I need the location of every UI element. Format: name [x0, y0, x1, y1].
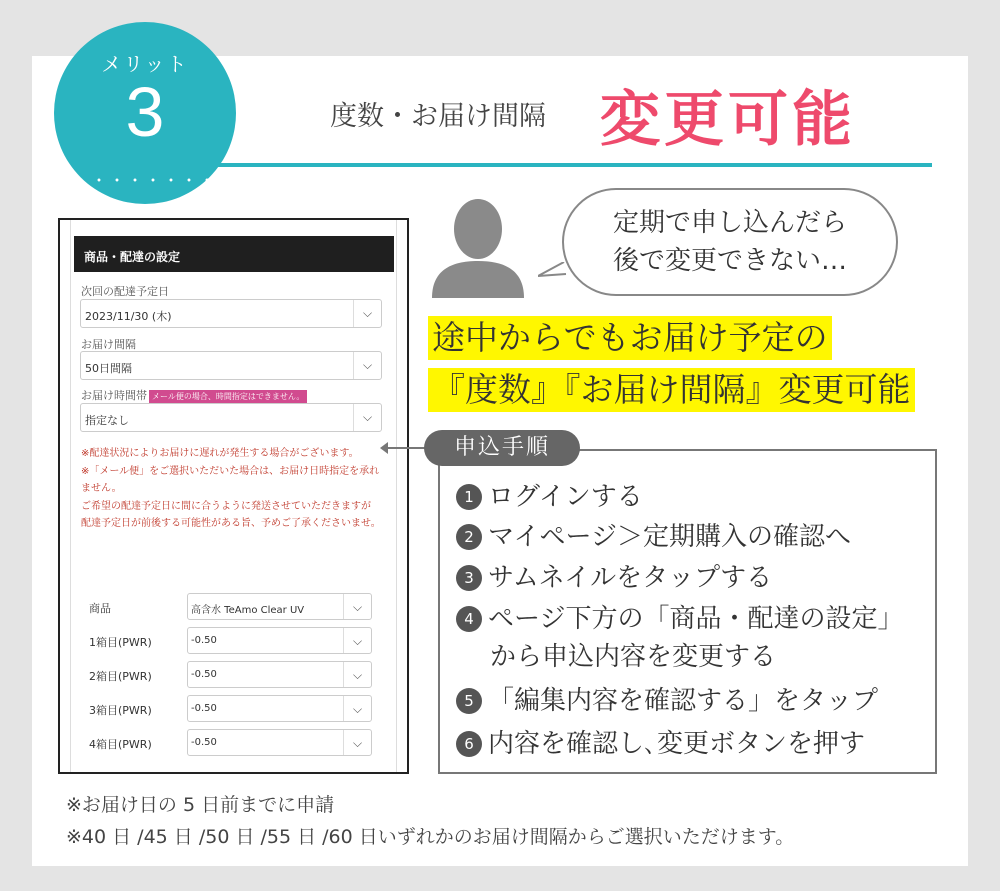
- speech-bubble: [562, 188, 898, 296]
- next-delivery-label: 次回の配達予定日: [81, 285, 169, 298]
- step-item: [456, 557, 772, 594]
- interval-label: お届け間隔: [81, 338, 136, 351]
- step-number: 1: [456, 484, 482, 510]
- chevron-down-icon: ⌵: [353, 300, 381, 327]
- interval-value: 50日間隔: [85, 362, 132, 375]
- title-divider: [214, 163, 932, 167]
- step-number: 3: [456, 565, 482, 591]
- warning-line: ご希望の配達予定日に間に合うように発送させていただきますが: [81, 500, 371, 512]
- product-select[interactable]: [187, 593, 372, 620]
- chevron-down-icon: ⌵: [343, 696, 371, 721]
- box1-value: -0.50: [191, 635, 217, 646]
- phone-screenshot: [58, 218, 409, 774]
- settings-header: 商品・配達の設定: [74, 236, 394, 272]
- bubble-line-2: 後で変更できない…: [612, 246, 847, 276]
- title-subtitle: 度数・お届け間隔: [330, 101, 546, 132]
- step-item: [456, 598, 903, 635]
- box2-label: 2箱目(PWR): [89, 670, 152, 683]
- product-label: 商品: [89, 602, 111, 615]
- steps-tag: 申込手順: [424, 430, 580, 466]
- box1-label: 1箱目(PWR): [89, 636, 152, 649]
- bubble-line-1: 定期で申し込んだら: [612, 208, 847, 238]
- step-text: 内容を確認し､変更ボタンを押す: [488, 729, 866, 759]
- box4-power-select[interactable]: [187, 729, 372, 756]
- chevron-down-icon: ⌵: [353, 352, 381, 379]
- chevron-down-icon: ⌵: [353, 404, 381, 431]
- mail-note-badge: メール便の場合、時間指定はできません。: [149, 390, 307, 403]
- time-label-row: [81, 387, 307, 403]
- step-number: 2: [456, 524, 482, 550]
- product-value: 高含水 TeAmo Clear UV: [191, 605, 305, 616]
- chevron-down-icon: ⌵: [343, 628, 371, 653]
- title-main: 変更可能: [600, 85, 856, 155]
- step-item: [456, 516, 851, 553]
- chevron-down-icon: ⌵: [343, 730, 371, 755]
- step-item: [456, 723, 865, 760]
- box2-power-select[interactable]: [187, 661, 372, 688]
- time-value: 指定なし: [85, 414, 129, 427]
- box3-value: -0.50: [191, 703, 217, 714]
- warning-line: ※「メール便」をご選択いただいた場合は、お届け日時指定を承れません。: [81, 465, 380, 494]
- time-select[interactable]: [80, 403, 382, 432]
- delivery-warnings: [81, 445, 386, 533]
- step-number: 6: [456, 731, 482, 757]
- box1-power-select[interactable]: [187, 627, 372, 654]
- box3-power-select[interactable]: [187, 695, 372, 722]
- highlight-line-2: 『度数』『お届け間隔』変更可能: [428, 368, 915, 412]
- step-number: 4: [456, 606, 482, 632]
- next-delivery-select[interactable]: [80, 299, 382, 328]
- box4-label: 4箱目(PWR): [89, 738, 152, 751]
- step-text: サムネイルをタップする: [488, 563, 773, 593]
- step-text: マイページ＞定期購入の確認へ: [488, 522, 851, 552]
- highlight-line-1: 途中からでもお届け予定の: [428, 316, 832, 360]
- badge-dots: ・・・・・・・・: [72, 171, 217, 190]
- warning-line: 配達予定日が前後する可能性がある旨、予めご了承くださいませ。: [81, 518, 381, 529]
- box4-value: -0.50: [191, 737, 217, 748]
- step-item: [456, 476, 643, 513]
- chevron-down-icon: ⌵: [343, 662, 371, 687]
- step-text-continued: から申込内容を変更する: [490, 642, 777, 672]
- step-number: 5: [456, 688, 482, 714]
- step-text: 「編集内容を確認する」をタップ: [488, 686, 879, 716]
- box3-label: 3箱目(PWR): [89, 704, 152, 717]
- merit-badge: [54, 22, 236, 204]
- step-text: ログインする: [488, 482, 643, 512]
- person-icon: [428, 193, 528, 298]
- note-line-2: ※40 日 /45 日 /50 日 /55 日 /60 日いずれかのお届け間隔からご選択いただけます。: [66, 826, 795, 848]
- note-line-1: ※お届け日の 5 日前までに申請: [66, 794, 335, 816]
- interval-select[interactable]: [80, 351, 382, 380]
- badge-number: 3: [125, 73, 165, 151]
- step-text: ページ下方の「商品・配達の設定」: [488, 604, 904, 634]
- time-label: お届け時間帯: [81, 389, 147, 402]
- box2-value: -0.50: [191, 669, 217, 680]
- next-delivery-value: 2023/11/30 (木): [85, 310, 172, 323]
- warning-line: ※配達状況によりお届けに遅れが発生する場合がございます。: [81, 448, 359, 459]
- step-item: [456, 680, 878, 717]
- badge-label: メリット: [101, 52, 189, 76]
- chevron-down-icon: ⌵: [343, 594, 371, 619]
